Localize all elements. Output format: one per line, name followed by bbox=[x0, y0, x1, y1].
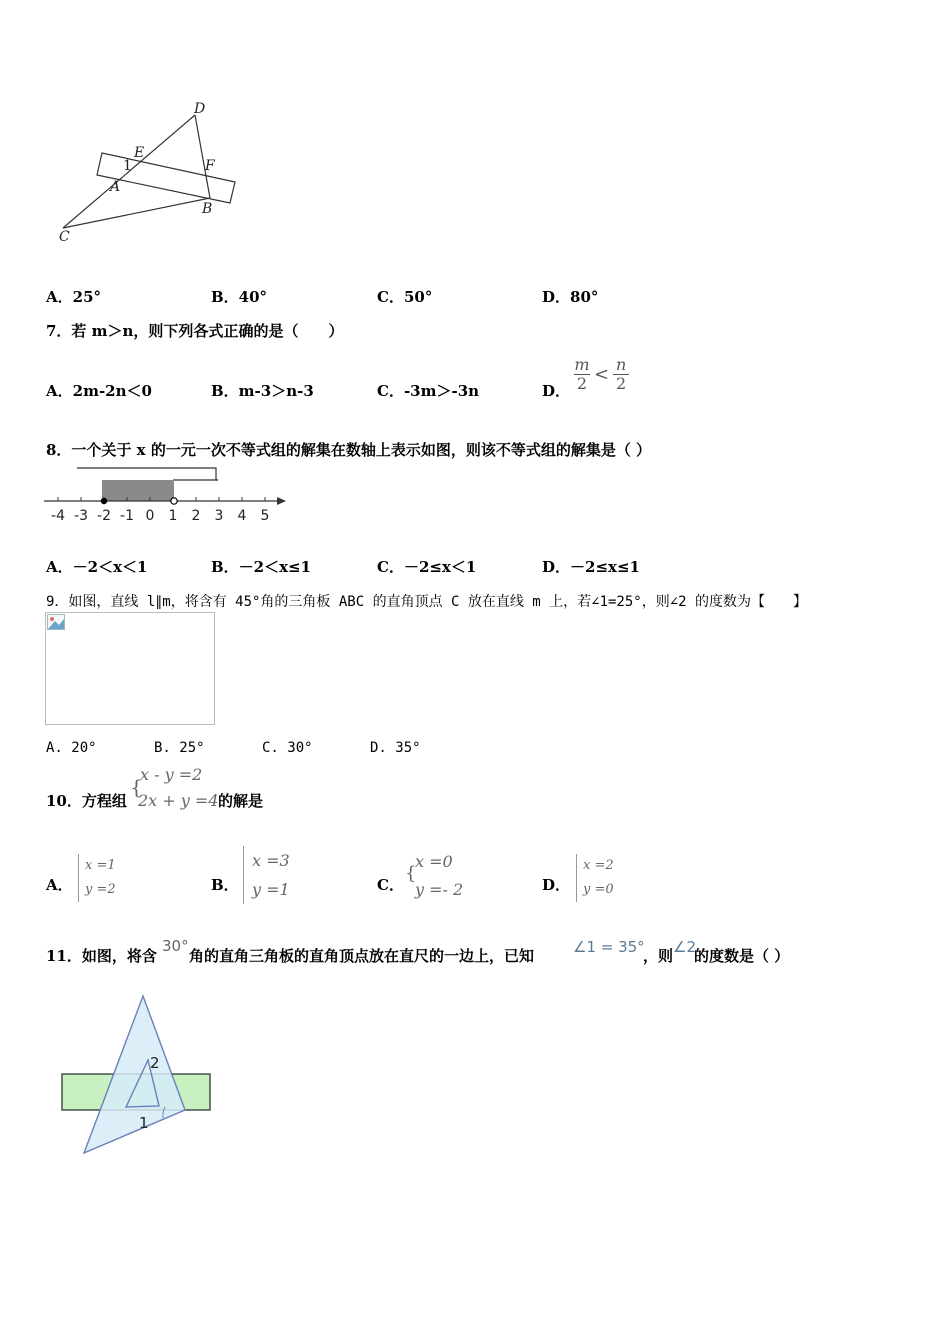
q10-option-c-system: { x =0 y =- 2 bbox=[405, 852, 464, 899]
line-CB bbox=[63, 198, 213, 228]
hollow-dot bbox=[171, 498, 177, 504]
fraction-m-over-2: $\frac{m}{2}$ bbox=[574, 355, 590, 393]
q11-stem-d: 的度数是（ ） bbox=[694, 947, 790, 965]
q8-option-b: B．－2＜x≤1 bbox=[211, 558, 312, 576]
q11-stem-a: 11．如图，将含 bbox=[46, 947, 157, 965]
axis-tick-label: 4 bbox=[237, 508, 247, 524]
label-1: 1 bbox=[123, 158, 132, 174]
q6-figure bbox=[50, 95, 250, 250]
q11-stem-c: ，则 bbox=[643, 947, 674, 965]
label-2: 2 bbox=[150, 1054, 160, 1072]
q6-option-d: D．80° bbox=[542, 288, 599, 306]
label-F: F bbox=[205, 158, 215, 174]
q9-option-b: B. 25° bbox=[154, 740, 205, 756]
q9-stem: 9．如图，直线 l∥m，将含有 45°角的三角板 ABC 的直角顶点 C 放在直线 m 上，若∠1=25°，则∠2 的度数为【 】 bbox=[46, 594, 808, 610]
q6-option-b: B．40° bbox=[211, 288, 268, 306]
q10-option-b-label: B． bbox=[211, 876, 239, 894]
q8-stem: 8．一个关于 x 的一元一次不等式组的解集在数轴上表示如图，则该不等式组的解集是（ ） bbox=[46, 441, 652, 459]
q10-option-d-system: x =2 y =0 bbox=[576, 854, 614, 902]
q8-option-a: A．－2＜x＜1 bbox=[46, 558, 148, 576]
q10-option-b-system: x =3 y =1 bbox=[243, 846, 290, 904]
q11-stem-b: 角的直角三角板的直角顶点放在直尺的一边上，已知 bbox=[189, 947, 535, 965]
axis-tick-label: 2 bbox=[191, 508, 201, 524]
label-B: B bbox=[202, 201, 213, 217]
label-1: 1 bbox=[139, 1114, 149, 1132]
q8-option-c: C．－2≤x＜1 bbox=[377, 558, 477, 576]
q10-stem-suffix: 的解是 bbox=[218, 792, 264, 810]
shaded-region bbox=[102, 480, 174, 501]
q7-option-d-expr bbox=[574, 356, 629, 393]
label-C: C bbox=[59, 229, 70, 245]
axis-tick-label: 0 bbox=[145, 508, 155, 524]
broken-image-icon bbox=[47, 614, 65, 630]
q10-stem-prefix: 10．方程组 bbox=[46, 792, 127, 810]
q10-equation-system: { x - y =2 2x + y =4 bbox=[130, 765, 219, 810]
q10-option-a-system: x =1 y =2 bbox=[78, 854, 116, 902]
q11-angle-1: ∠1 = 35° bbox=[573, 938, 645, 956]
q10-option-a-label: A． bbox=[46, 876, 73, 894]
q9-option-a: A. 20° bbox=[46, 740, 97, 756]
axis-tick-label: -2 bbox=[97, 508, 111, 524]
q10-option-d-label: D． bbox=[542, 876, 571, 894]
fraction-n-over-2: $\frac{n}{2}$ bbox=[613, 356, 629, 393]
number-line-figure bbox=[42, 464, 292, 526]
q8-option-d: D．－2≤x≤1 bbox=[542, 558, 640, 576]
q11-degree-30: 30° bbox=[162, 937, 189, 955]
label-E: E bbox=[134, 145, 145, 161]
q9-option-d: D. 35° bbox=[370, 740, 421, 756]
q7-option-c: C．-3m＞-3n bbox=[377, 382, 480, 400]
label-A: A bbox=[110, 179, 121, 195]
q6-option-a: A．25° bbox=[46, 288, 102, 306]
axis-tick-label: 5 bbox=[260, 508, 270, 524]
q7-option-b: B．m-3＞n-3 bbox=[211, 382, 314, 400]
q7-option-d-label: D． bbox=[542, 382, 571, 400]
axis-tick-label: 3 bbox=[214, 508, 224, 524]
label-D: D bbox=[194, 101, 206, 117]
q10-option-c-label: C． bbox=[377, 876, 404, 894]
axis-tick-label: -4 bbox=[51, 508, 65, 524]
q6-option-c: C．50° bbox=[377, 288, 433, 306]
solid-dot bbox=[101, 498, 107, 504]
q11-angle-2: ∠2 bbox=[673, 938, 696, 956]
line-DB bbox=[195, 115, 210, 198]
less-than-sign: < bbox=[594, 364, 610, 385]
axis-tick-label: 1 bbox=[168, 508, 178, 524]
broken-image-placeholder bbox=[45, 612, 215, 725]
axis-tick-label: -1 bbox=[120, 508, 134, 524]
axis-tick-label: -3 bbox=[74, 508, 88, 524]
q11-figure bbox=[55, 990, 220, 1160]
q7-stem: 7．若 m＞n，则下列各式正确的是（ ） bbox=[46, 322, 344, 340]
q7-option-a: A．2m-2n＜0 bbox=[46, 382, 152, 400]
q9-option-c: C. 30° bbox=[262, 740, 313, 756]
